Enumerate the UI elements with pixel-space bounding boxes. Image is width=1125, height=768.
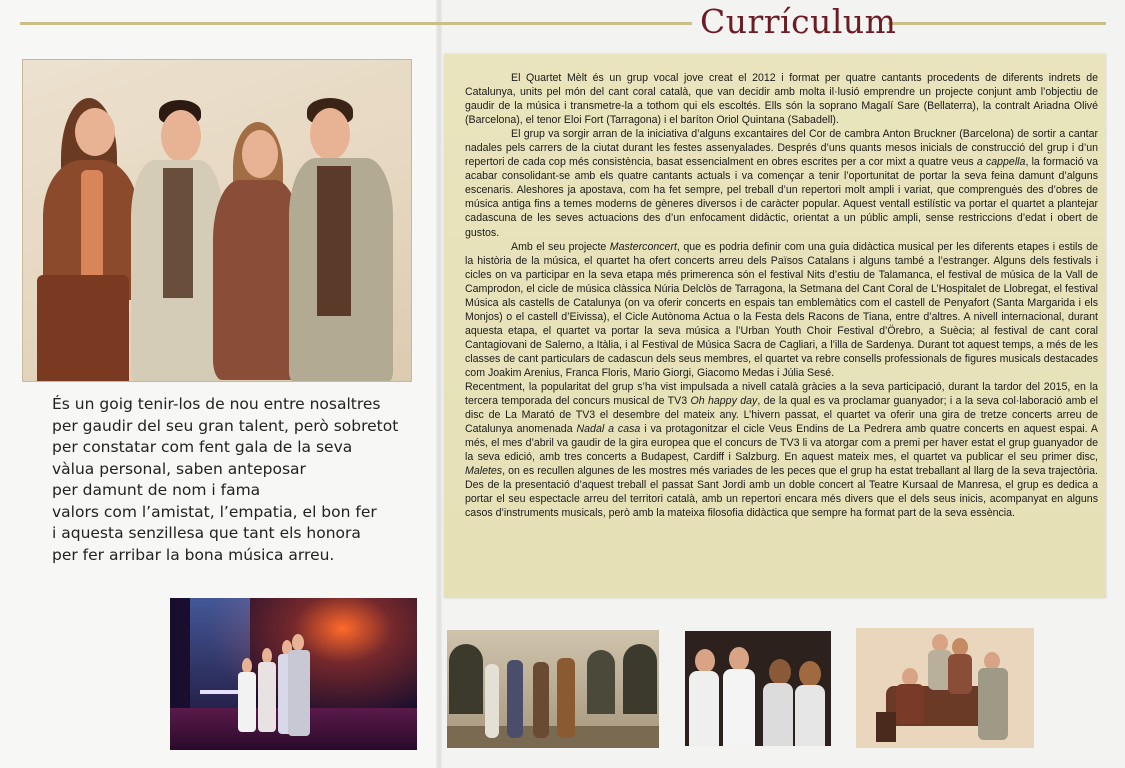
quote-line: per damunt de nom i fama xyxy=(52,481,261,499)
paragraph: El grup va sorgir arran de la iniciativa d’alguns excantaires del Cor de cambra Anton Bruckner (Barcelona) de sortir a cantar nadales pels carrers de la ciutat durant les festes assenyalades. Després d’uns quants mesos inicials de construcció del grup i d’un repertori de cada cop més consistència, basat essencialment en obres escrites per a cor mixt a quatre veus a cappella, la formació va acabar consolidant-se amb els quatre cantants actuals i va començar a tenir l’oportunitat de portar la seva feina damunt d’alguns escenaris. Aleshores ja apostava, com ha fet sempre, pel treball d’un repertori molt ampli i variat, que comprenguės des d’obres de música antiga fins a temes moderns de gèneres diversos i de caràcter popular. Aquest ventall estilístic va portar el quartet a plantejar cadascuna de les seves actuacions des d’un enfocament didàctic, orientat a un públic ampli, sense restriccions d’edat i obert de gustos. xyxy=(465,128,1098,239)
paragraph: El Quartet Mèlt és un grup vocal jove creat el 2012 i format per quatre cantants procedents de diferents indrets de Catalunya, units pel món del cant coral català, que van decidir amb molta il·lusió emprendre un projecte conjunt amb l’objectiu de gaudir de la música i transmetre-la a tothom qui els escoltés. Ells són la soprano Magalí Sare (Bellaterra), la contralt Ariadna Olivé (Barcelona), el tenor Eloi Fort (Tarragona) i el baríton Oriol Quintana (Sabadell). xyxy=(465,72,1098,127)
quote-line: per fer arribar la bona música arreu. xyxy=(52,545,335,564)
quote-line: i aquesta senzillesa que tant els honora xyxy=(52,524,361,542)
curriculum-text xyxy=(465,71,1098,521)
quote-line: És un goig tenir-los de nou entre nosaltres xyxy=(52,395,381,413)
sofa-photo xyxy=(856,628,1034,748)
header-rule-right xyxy=(888,22,1106,25)
paragraph: Recentment, la popularitat del grup s’ha vist impulsada a nivell català gràcies a la seva participació, durant la tardor del 2015, en la tercera temporada del concurs musical de TV3 Oh happy day, de la qual es va proclamar guanyador; i a la seva col·laboració amb el disc de La Marató de TV3 el desembre del mateix any. L’hivern passat, el quartet va oferir una gira de tretze concerts arreu de Catalunya anomenada Nadal a casa i va protagonitzar el cicle Veus Endins de La Pedrera amb quatre concerts en aquest espai. A més, el mes d’abril va gaudir de la gira europea que el concurs de TV3 li va atorgar com a premi per haver estat el grup guanyador de la seva edició, amb tres concerts a Budapest, Cardiff i Salzburg. En aquest mateix mes, el quartet va publicar el seu primer disc, Maletes, on es recullen algunes de les mostres més variades de les peces que el grup ha estat treballant al llarg de la seva trajectòria. Des de la presentació d’aquest treball el passat Sant Jordi amb un doble concert al Teatre Kursaal de Manresa, el grup es dedica a portar el seu espectacle arreu del territori català, amb un repertori encara més divers que el dels seus inicis, acompanyat en alguns casos d’instruments musicals, però amb la mateixa filosofia didàctica que sempre ha format part de la seva essència. xyxy=(465,381,1098,520)
concert-stage-photo xyxy=(170,598,417,750)
group-photo xyxy=(22,59,412,382)
quote-line: per constatar com fent gala de la seva xyxy=(52,438,353,456)
page-gutter xyxy=(436,0,442,768)
header-rule-left xyxy=(20,22,692,25)
quote-line: vàlua personal, saben anteposar xyxy=(52,459,306,478)
page-title: Currículum xyxy=(700,2,897,41)
quote-line: valors com l’amistat, l’empatia, el bon fer xyxy=(52,502,377,521)
paragraph: Amb el seu projecte Masterconcert, que es podria definir com una guia didàctica musical per les diferents etapes i estils de la història de la música, el quartet ha ofert concerts arreu dels Països Catalans i alguns també a l’estranger. Alguns dels festivals i cicles on va participar en la seva etapa més primerenca són el festival Nits d’estiu de Talamanca, el festival de música de la Vall de Camprodon, el cicle de música clàssica Núria Delclòs de Tarragona, la Setmana del Cant Coral de L’Hospitalet de Llobregat, el festival Música als castells de Catalunya (on va oferir concerts en espais tan emblemàtics com el castell de Penyafort (Santa Margarida i els Monjos) o el castell d’Eivissa), el Cicle Autònoma Actua o la Festa dels Racons de Tiana, entre d’altres. A nivell internacional, durant aquesta etapa, el quartet va portar la seva música a l’Urban Youth Choir Festival d’Örebro, a Suècia; al festival de cant coral Cantagiovani de Salerno, a Itàlia, i al Festival de Música Sacra de Cagliari, a l’illa de Sardenya. Durant tot aquest temps, a més de les classes de cant particulars de cadascun dels seus membres, el quartet va rebre consells professionals de figures musicals destacades com Joakim Arenius, Franca Floris, Mario Giorgi, Giacomo Medas i Júlia Sesé. xyxy=(465,240,1098,379)
intro-quote xyxy=(52,394,432,566)
studio-photo xyxy=(685,631,831,746)
quote-line: per gaudir del seu gran talent, però sobretot xyxy=(52,416,399,435)
cloister-photo xyxy=(447,630,659,748)
